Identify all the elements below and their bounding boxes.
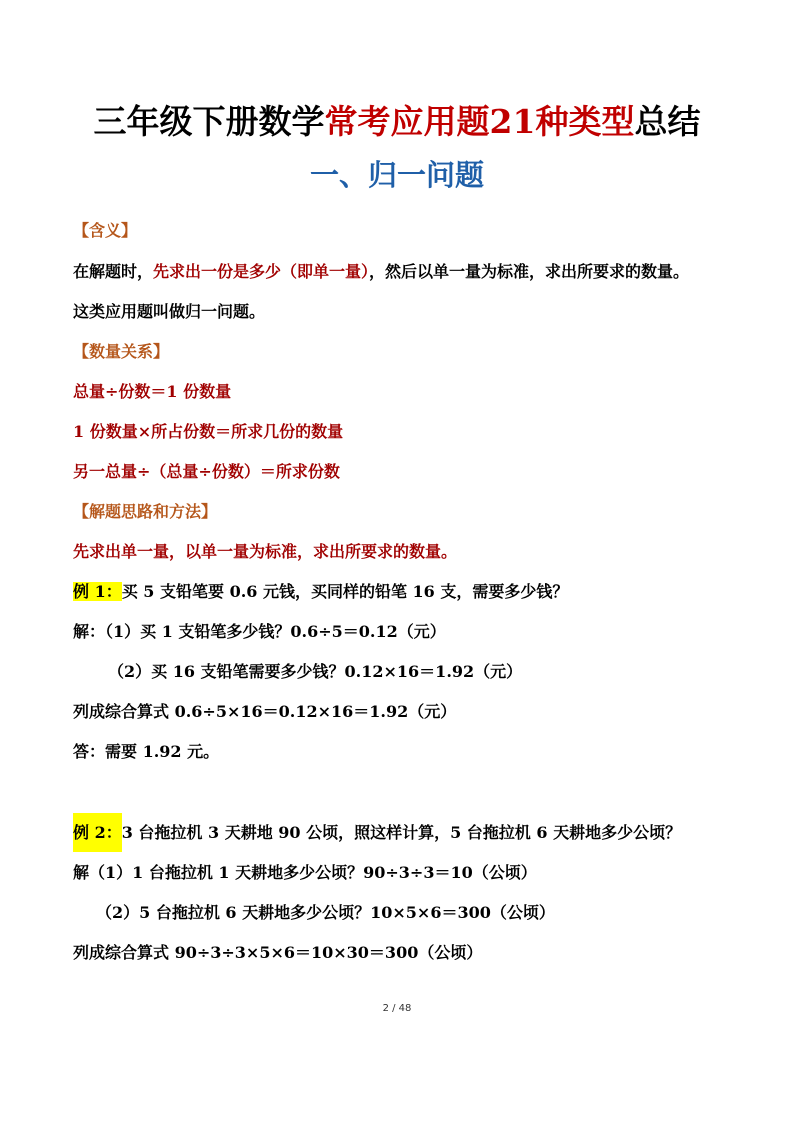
section-heading: 一、归一问题 (309, 158, 484, 192)
example-2-step-2: （2）5 台拖拉机 6 天耕地多少公顷？10×5×6＝300（公顷） (96, 903, 555, 922)
relation-line-2: 1 份数量×所占份数＝所求几份的数量 (73, 422, 344, 441)
example-2-step-1: 解（1）1 台拖拉机 1 天耕地多少公顷？90÷3÷3＝10（公顷） (73, 863, 537, 882)
title-part-1: 三年级下册数学 (93, 102, 325, 141)
example-1-answer: 答：需要 1.92 元。 (73, 742, 220, 761)
relation-line-3: 另一总量÷（总量÷份数）＝所求份数 (73, 462, 340, 481)
example-2-formula: 列成综合算式 90÷3÷3×5×6＝10×30＝300（公顷） (73, 943, 483, 962)
title-part-5: 总结 (634, 102, 701, 141)
relations-header: 【数量关系】 (73, 342, 170, 361)
example-1-step-1: 解：（1）买 1 支铅笔多少钱？0.6÷5＝0.12（元） (73, 622, 446, 641)
example-1-question-line (73, 579, 568, 602)
example-1-step-2: （2）买 16 支铅笔需要多少钱？0.12×16＝1.92（元） (108, 662, 523, 681)
relation-line-1: 总量÷份数＝1 份数量 (73, 382, 232, 401)
method-header: 【解题思路和方法】 (73, 502, 218, 521)
page-number: 2 / 48 (382, 1003, 412, 1014)
example-1-label: 例 1： (73, 582, 122, 601)
meaning-line-1-red: 先求出一份是多少（即单一量） (153, 262, 370, 281)
example-2-question: 3 台拖拉机 3 天耕地 90 公顷，照这样计算，5 台拖拉机 6 天耕地多少公顷？ (121, 823, 682, 842)
meaning-line-1 (73, 259, 689, 282)
example-1-formula: 列成综合算式 0.6÷5×16＝0.12×16＝1.92（元） (73, 702, 457, 721)
meaning-line-1-end: ，然后以单一量为标准，求出所要求的数量。 (369, 262, 690, 281)
example-2-question-line (73, 820, 681, 843)
title-part-2: 常考应用题 (324, 102, 490, 141)
title-part-4: 种类型 (535, 102, 635, 141)
meaning-header: 【含义】 (73, 221, 138, 240)
example-1-question: 买 5 支铅笔要 0.6 元钱，买同样的铅笔 16 支，需要多少钱？ (121, 582, 569, 601)
example-2-label: 例 2： (73, 813, 122, 852)
page-title (0, 96, 794, 143)
title-part-3: 21 (489, 102, 536, 141)
meaning-line-2: 这类应用题叫做归一问题。 (73, 302, 266, 321)
method-text: 先求出单一量，以单一量为标准，求出所要求的数量。 (73, 542, 458, 561)
meaning-line-1-start: 在解题时， (73, 262, 154, 281)
